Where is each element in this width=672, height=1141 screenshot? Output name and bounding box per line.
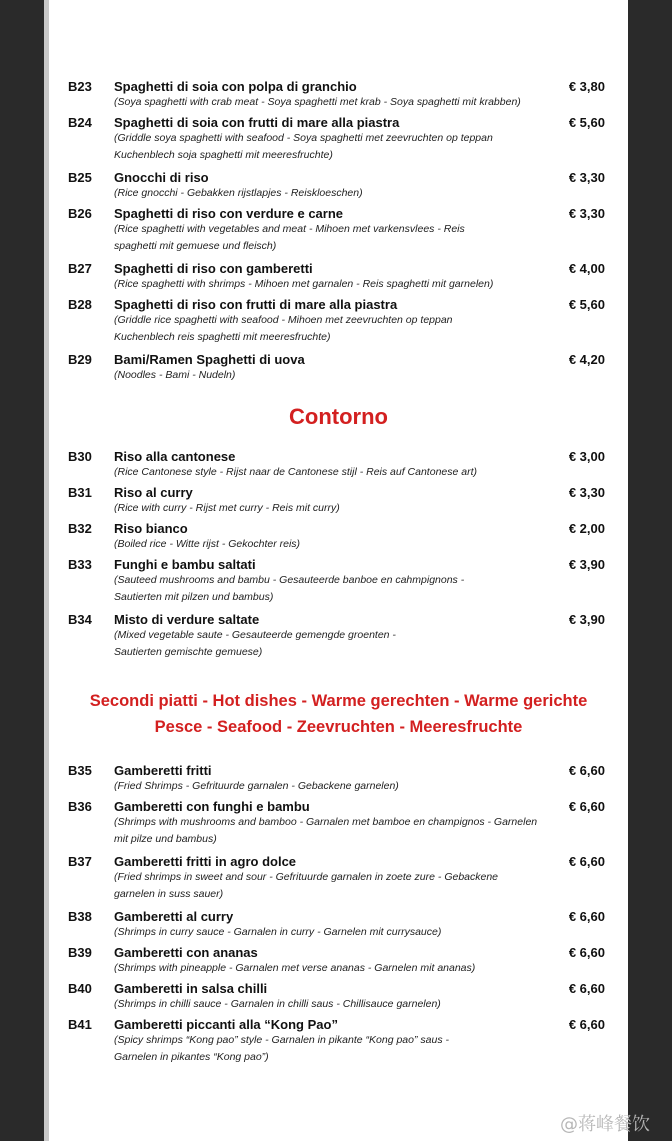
menu-item <box>49 981 628 1017</box>
item-name: Spaghetti di soia con frutti di mare alla piastra <box>114 115 400 130</box>
item-description: (Boiled rice - Witte rijst - Gekochter reis) <box>114 538 301 550</box>
item-description: (Shrimps with mushrooms and bamboo - Garnalen met bamboe en champignos - Garnelen mit pilze und bambus) <box>114 816 538 845</box>
item-code: B34 <box>68 612 92 627</box>
menu-item <box>49 115 628 170</box>
menu-item <box>49 79 628 115</box>
item-code: B23 <box>68 79 92 94</box>
item-name: Spaghetti di soia con polpa di granchio <box>114 79 357 94</box>
item-price: € 4,00 <box>568 261 605 276</box>
item-description: (Rice with curry - Rijst met curry - Reis mit curry) <box>114 502 340 514</box>
item-description: (Rice Cantonese style - Rijst naar de Cantonese stijl - Reis auf Cantonese art) <box>114 466 477 478</box>
item-name: Gamberetti con ananas <box>114 945 258 960</box>
menu-item <box>49 521 628 557</box>
item-code: B31 <box>68 485 92 500</box>
item-price: € 3,30 <box>568 206 605 221</box>
item-code: B32 <box>68 521 92 536</box>
item-code: B30 <box>68 449 92 464</box>
menu-item <box>49 557 628 612</box>
item-code: B36 <box>68 799 92 814</box>
menu-item <box>49 909 628 945</box>
item-name: Gamberetti fritti <box>114 763 212 778</box>
menu-item <box>49 352 628 388</box>
item-description: (Shrimps in chilli sauce - Garnalen in chilli saus - Chillisauce garnelen) <box>114 998 441 1010</box>
seafood-heading: Pesce - Seafood - Zeevruchten - Meeresfruchte <box>154 718 523 736</box>
item-price: € 3,90 <box>568 612 605 627</box>
item-price: € 6,60 <box>568 1017 605 1032</box>
item-code: B28 <box>68 297 92 312</box>
item-name: Spaghetti di riso con verdure e carne <box>114 206 344 221</box>
contorno-section <box>49 449 628 667</box>
menu-item <box>49 945 628 981</box>
item-name: Riso bianco <box>114 521 188 536</box>
item-description: (Rice spaghetti with shrimps - Mihoen met garnalen - Reis spaghetti mit garnelen) <box>114 278 494 290</box>
item-price: € 5,60 <box>568 115 605 130</box>
item-price: € 3,30 <box>568 485 605 500</box>
item-code: B38 <box>68 909 92 924</box>
item-price: € 6,60 <box>568 909 605 924</box>
menu-item <box>49 485 628 521</box>
menu-item <box>49 170 628 206</box>
item-price: € 3,80 <box>568 79 605 94</box>
menu-item <box>49 799 628 854</box>
item-description: (Sauteed mushrooms and bambu - Gesauteerde banboe en cahmpignons - Sautierten mit pilzen und bambus) <box>114 574 465 603</box>
item-price: € 6,60 <box>568 854 605 869</box>
item-code: B41 <box>68 1017 92 1032</box>
noodles-section <box>49 79 628 388</box>
item-code: B33 <box>68 557 92 572</box>
item-code: B24 <box>68 115 92 130</box>
item-code: B26 <box>68 206 92 221</box>
item-description: (Fried shrimps in sweet and sour - Gefrituurde garnalen in zoete zure - Gebackene garnelen in suss sauer) <box>114 871 499 900</box>
item-description: (Noodles - Bami - Nudeln) <box>114 369 236 381</box>
item-name: Bami/Ramen Spaghetti di uova <box>114 352 305 367</box>
menu-item <box>49 854 628 909</box>
menu-item <box>49 449 628 485</box>
item-description: (Griddle rice spaghetti with seafood - Mihoen met zeevruchten op teppan Kuchenblech reis spaghetti mit meeresfruchte) <box>114 314 453 343</box>
item-price: € 6,60 <box>568 981 605 996</box>
menu-item <box>49 206 628 261</box>
item-description: (Rice spaghetti with vegetables and meat - Mihoen met varkensvlees - Reis spaghetti mit gemuese und fleisch) <box>114 223 465 252</box>
item-name: Spaghetti di riso con frutti di mare alla piastra <box>114 297 398 312</box>
item-name: Gamberetti al curry <box>114 909 234 924</box>
item-code: B39 <box>68 945 92 960</box>
left-border <box>0 0 44 1141</box>
right-border <box>628 0 672 1141</box>
menu-item <box>49 1017 628 1072</box>
item-name: Gamberetti in salsa chilli <box>114 981 268 996</box>
item-name: Gamberetti piccanti alla “Kong Pao” <box>114 1017 338 1032</box>
item-name: Gnocchi di riso <box>114 170 209 185</box>
item-code: B27 <box>68 261 92 276</box>
item-description: (Fried Shrimps - Gefrituurde garnalen - Gebackene garnelen) <box>114 780 399 792</box>
item-code: B29 <box>68 352 92 367</box>
item-name: Riso al curry <box>114 485 193 500</box>
item-name: Gamberetti con funghi e bambu <box>114 799 310 814</box>
item-code: B40 <box>68 981 92 996</box>
menu-item <box>49 261 628 297</box>
item-name: Misto di verdure saltate <box>114 612 260 627</box>
item-price: € 6,60 <box>568 799 605 814</box>
item-description: (Rice gnocchi - Gebakken rijstlapjes - Reiskloeschen) <box>114 187 363 199</box>
menu-item <box>49 612 628 667</box>
item-description: (Soya spaghetti with crab meat - Soya spaghetti met krab - Soya spaghetti mit krabben) <box>114 96 521 108</box>
watermark: @蒋峰餐饮 <box>560 1114 650 1135</box>
item-price: € 6,60 <box>568 763 605 778</box>
item-price: € 3,90 <box>568 557 605 572</box>
item-description: (Shrimps with pineapple - Garnalen met verse ananas - Garnelen mit ananas) <box>114 962 476 974</box>
item-description: (Griddle soya spaghetti with seafood - Soya spaghetti met zeevruchten op teppan Kuchenblech soja spaghetti mit meeresfruchte) <box>114 132 493 161</box>
hot-dishes-heading: Secondi piatti - Hot dishes - Warme gerechten - Warme gerichte <box>89 692 588 710</box>
item-price: € 5,60 <box>568 297 605 312</box>
item-price: € 3,30 <box>568 170 605 185</box>
menu-item <box>49 297 628 352</box>
item-description: (Spicy shrimps “Kong pao” style - Garnalen in pikante “Kong pao” saus - Garnelen in pikantes “Kong pao”) <box>114 1034 449 1063</box>
item-description: (Mixed vegetable saute - Gesauteerde gemengde groenten - Sautierten gemischte gemuese) <box>114 629 396 658</box>
item-name: Gamberetti fritti in agro dolce <box>114 854 297 869</box>
item-code: B37 <box>68 854 92 869</box>
item-name: Riso alla cantonese <box>114 449 236 464</box>
contorno-heading: Contorno <box>289 404 388 429</box>
seafood-section <box>49 763 628 1072</box>
item-price: € 4,20 <box>568 352 605 367</box>
item-name: Funghi e bambu saltati <box>114 557 256 572</box>
item-price: € 3,00 <box>568 449 605 464</box>
item-name: Spaghetti di riso con gamberetti <box>114 261 313 276</box>
item-description: (Shrimps in curry sauce - Garnalen in curry - Garnelen mit currysauce) <box>114 926 442 938</box>
item-price: € 2,00 <box>568 521 605 536</box>
item-price: € 6,60 <box>568 945 605 960</box>
item-code: B25 <box>68 170 92 185</box>
menu-item <box>49 763 628 799</box>
item-code: B35 <box>68 763 92 778</box>
menu-page <box>49 0 628 1141</box>
